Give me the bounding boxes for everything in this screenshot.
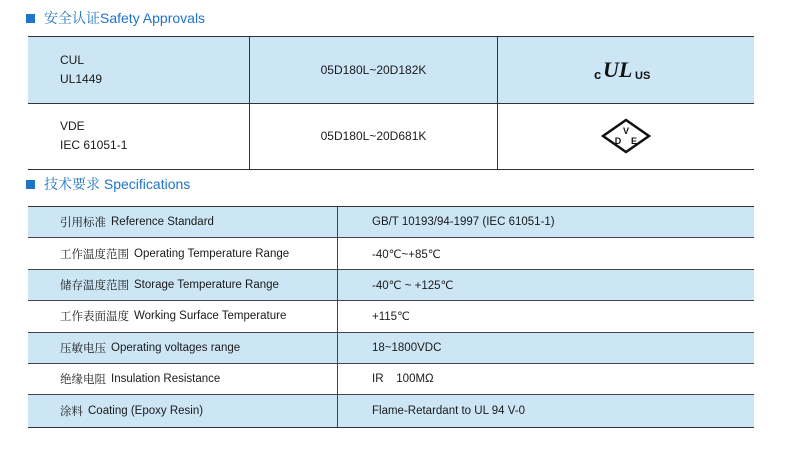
spec-label-zh: 储存温度范围	[60, 279, 129, 292]
ul-letters: UL	[603, 56, 633, 82]
approval-code: UL1449	[60, 71, 103, 86]
spec-label-en: Insulation Resistance	[111, 373, 221, 386]
spec-value: GB/T 10193/94-1997 (IEC 61051-1)	[372, 216, 555, 229]
approval-code: IEC 61051-1	[60, 138, 128, 153]
spec-label-zh: 工作温度范围	[60, 248, 129, 261]
spec-label-zh: 压敏电压	[60, 342, 106, 355]
spec-label-en: Coating (Epoxy Resin)	[88, 405, 204, 418]
vde-e-letter: E	[630, 136, 638, 147]
approval-standard: VDE	[60, 119, 85, 134]
spec-label-en: Storage Temperature Range	[134, 278, 279, 291]
table-row	[28, 301, 754, 332]
specifications-table	[28, 206, 754, 428]
spec-value: Flame-Retardant to UL 94 V-0	[372, 405, 525, 418]
spec-label-zh: 绝缘电阻	[60, 374, 106, 387]
table-row	[28, 238, 754, 269]
spec-value: IR 100MΩ	[372, 373, 434, 386]
spec-label-zh: 引用标准	[60, 217, 106, 230]
table-row	[28, 395, 754, 426]
spec-value: -40℃~+85℃	[372, 248, 441, 261]
bullet-square-icon	[26, 180, 35, 189]
specifications-heading	[26, 174, 190, 194]
vde-d-letter: D	[614, 136, 622, 147]
approval-range: 05D180L~20D681K	[320, 129, 427, 144]
approval-standard: CUL	[60, 52, 85, 67]
ul-us-letters: US	[635, 69, 651, 82]
spec-value: -40℃ ~ +125℃	[372, 279, 454, 292]
vde-mark-icon	[601, 118, 651, 154]
spec-label-zh: 工作表面温度	[60, 311, 129, 324]
spec-value: +115℃	[372, 311, 410, 324]
specifications-title: 技术要求 Specifications	[44, 176, 191, 192]
bullet-square-icon	[26, 14, 35, 23]
table-row	[28, 270, 754, 301]
ul-c-letter: c	[594, 66, 602, 82]
spec-value: 18~1800VDC	[372, 341, 442, 354]
approval-range: 05D180L~20D182K	[320, 62, 427, 77]
approval-row-vde	[28, 104, 754, 170]
safety-approvals-title: 安全认证Safety Approvals	[44, 10, 206, 26]
safety-approvals-table	[28, 36, 754, 170]
vde-v-letter: V	[622, 126, 630, 137]
spec-label-en: Reference Standard	[111, 216, 214, 229]
spec-label-zh: 涂料	[60, 406, 83, 419]
table-row	[28, 207, 754, 238]
spec-label-en: Operating Temperature Range	[134, 247, 290, 260]
approval-row-cul	[28, 37, 754, 104]
spec-label-en: Operating voltages range	[111, 341, 241, 354]
table-row	[28, 333, 754, 364]
cul-us-mark-icon	[594, 57, 658, 83]
spec-label-en: Working Surface Temperature	[134, 310, 287, 323]
table-row	[28, 364, 754, 395]
safety-approvals-heading	[26, 8, 205, 28]
